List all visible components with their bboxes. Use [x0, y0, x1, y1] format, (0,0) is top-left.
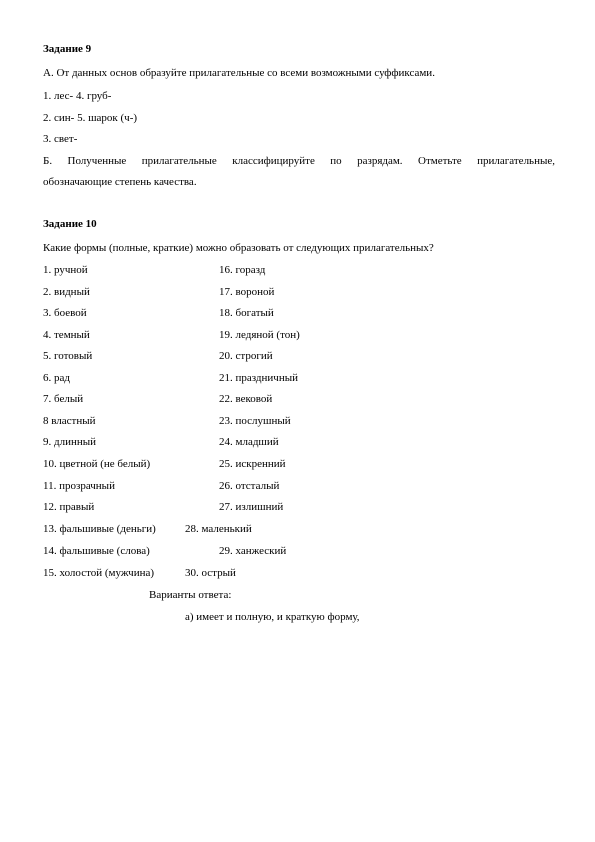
task10-question: Какие формы (полные, краткие) можно образовать от следующих прилагательных?: [43, 242, 434, 254]
list-item-left: 4. темный: [43, 329, 90, 341]
list-item-right: 17. вороной: [219, 286, 275, 298]
list-item-right: 25. искренний: [219, 458, 286, 470]
list-item-left: 3. боевой: [43, 307, 87, 319]
task9-line-3: 3. свет-: [43, 133, 78, 145]
list-item-left: 6. рад: [43, 372, 70, 384]
list-item-right: 21. праздничный: [219, 372, 298, 384]
answers-label: Варианты ответа:: [149, 589, 232, 601]
task10-title: Задание 10: [43, 218, 97, 230]
list-item-left: 2. видный: [43, 286, 90, 298]
list-item-left: 12. правый: [43, 501, 95, 513]
list-item-right: 27. излишний: [219, 501, 284, 513]
list-item-right: 20. строгий: [219, 350, 273, 362]
list-item-left: 13. фальшивые (деньги): [43, 523, 156, 535]
task9-part-b-line1: Б. Полученные прилагательные классифицируйте по разрядам. Отметьте прилагательные,: [43, 155, 555, 167]
list-item-left: 11. прозрачный: [43, 480, 115, 492]
list-item-left: 10. цветной (не белый): [43, 458, 151, 470]
list-item-right: 24. младший: [219, 436, 279, 448]
task9-line-1: 1. лес- 4. груб-: [43, 90, 112, 102]
list-item-right: 18. богатый: [219, 307, 274, 319]
list-item-left: 1. ручной: [43, 264, 88, 276]
list-item-right: 29. ханжеский: [219, 545, 287, 557]
answer-a: а) имеет и полную, и краткую форму,: [185, 611, 360, 623]
list-item-left: 14. фальшивые (слова): [43, 545, 150, 557]
list-item-right: 19. ледяной (тон): [219, 329, 300, 341]
list-item-left: 15. холостой (мужчина): [43, 567, 155, 579]
list-item-left: 5. готовый: [43, 350, 93, 362]
task9-part-b-line2: обозначающие степень качества.: [43, 176, 197, 188]
task9-part-a: А. От данных основ образуйте прилагательные со всеми возможными суффиксами.: [43, 67, 435, 79]
list-item-right: 28. маленький: [185, 523, 252, 535]
list-item-left: 8 властный: [43, 415, 96, 427]
list-item-right: 22. вековой: [219, 393, 273, 405]
list-item-right: 16. горазд: [219, 264, 266, 276]
list-item-left: 9. длинный: [43, 436, 97, 448]
task9-line-2: 2. син- 5. шарок (ч-): [43, 112, 138, 124]
list-item-right: 23. послушный: [219, 415, 291, 427]
list-item-right: 30. острый: [185, 567, 236, 579]
list-item-right: 26. отсталый: [219, 480, 280, 492]
list-item-left: 7. белый: [43, 393, 84, 405]
task9-title: Задание 9: [43, 43, 92, 55]
